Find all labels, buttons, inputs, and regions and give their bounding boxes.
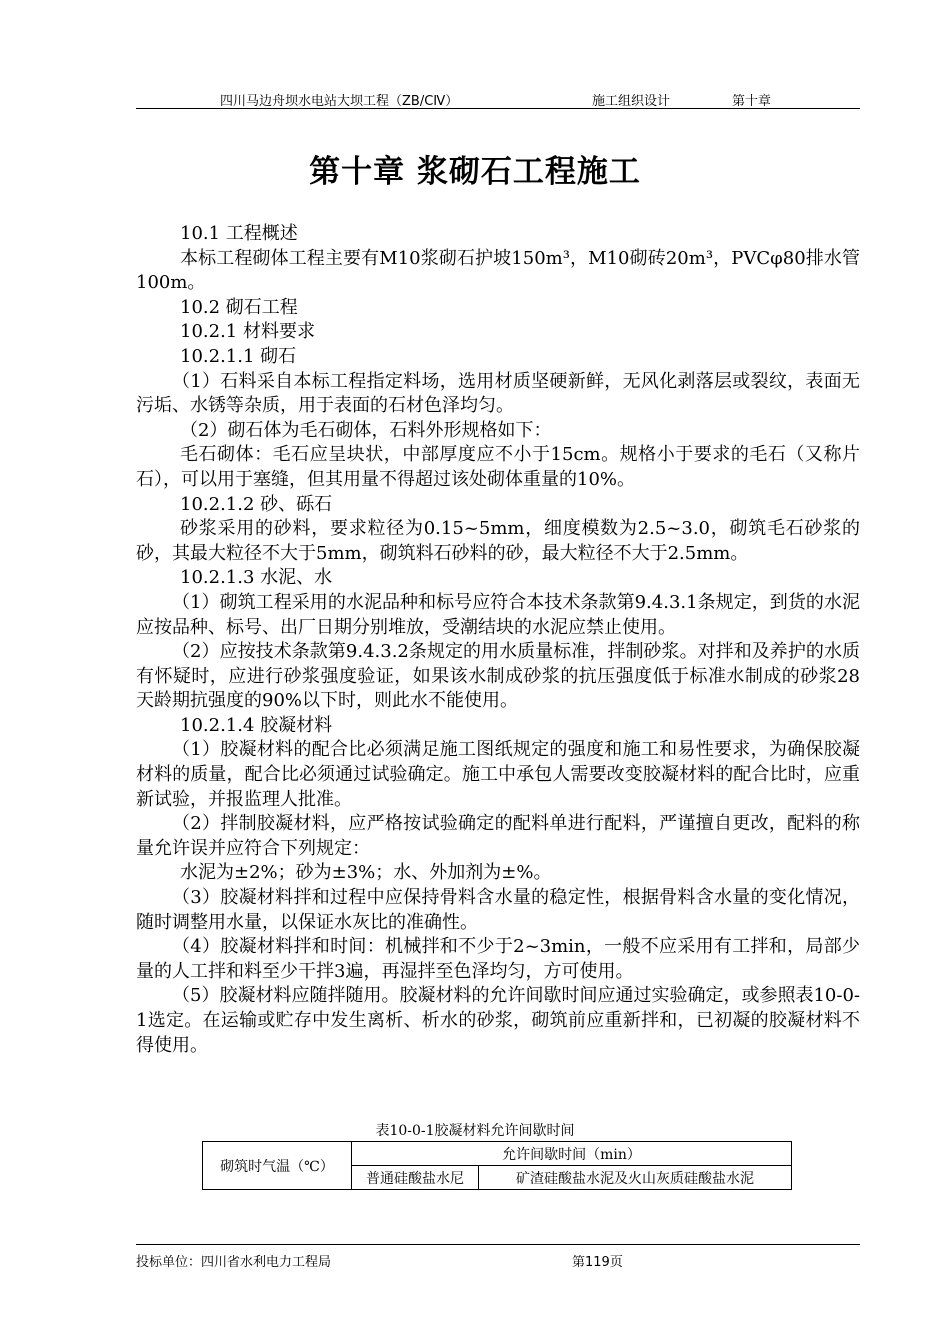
table-subheader-slag-cement: 矿渣硅酸盐水泥及火山灰质硅酸盐水泥 [479,1166,792,1190]
paragraph: （5）胶凝材料应随拌随用。胶凝材料的允许间歇时间应通过实验确定，或参照表10-0-1选定。在运输或贮存中发生离析、析水的砂浆，砌筑前应重新拌和，已初凝的胶凝材料不得使用。 [136,985,860,1056]
paragraph: （4）胶凝材料拌和时间：机械拌和不少于2~3min，一般不应采用有工拌和，局部少量的人工拌和料至少干拌3遍，再湿拌至色泽均匀，方可使用。 [136,936,860,982]
paragraph: （2）拌制胶凝材料，应严格按试验确定的配料单进行配料，严谨擅自更改，配料的称量允许误并应符合下列规定： [136,813,860,859]
paragraph: （2）砌石体为毛石砌体，石料外形规格如下： [180,419,552,441]
footer-bidder: 投标单位：四川省水利电力工程局 [136,1255,332,1270]
table-subheader-ordinary-cement: 普通硅酸盐水尼 [352,1166,479,1190]
table-caption: 表10-0-1胶凝材料允许间歇时间 [375,1123,575,1139]
header-project: 四川马边舟坝水电站大坝工程（ZB/CⅣ） [220,94,459,109]
page-footer [136,1244,860,1270]
section-heading: 10.1 工程概述 [180,223,298,244]
section-heading: 10.2.1.1 砌石 [180,345,297,367]
paragraph: 水泥为±2%；砂为±3%；水、外加剂为±%。 [180,862,552,884]
section-heading: 10.2.1 材料要求 [180,321,315,343]
paragraph: 毛石砌体：毛石应呈块状，中部厚度应不小于15cm。规格小于要求的毛石（又称片石），可以用于塞缝，但其用量不得超过该处砌体重量的10%。 [136,444,860,490]
table-header-interval: 允许间歇时间（min） [352,1142,792,1166]
paragraph: 本标工程砌体工程主要有M10浆砌石护坡150m³，M10砌砖20m³，PVCφ80排水管100m。 [136,247,860,294]
page-header [136,90,860,109]
header-chapter: 第十章 [732,94,772,109]
section-heading: 10.2 砌石工程 [180,296,298,318]
paragraph: （2）应按技术条款第9.4.3.2条规定的用水质量标准，拌制砂浆。对拌和及养护的水质有怀疑时，应进行砂浆强度验证，如果该水制成砂浆的抗压强度低于标准水制成的砂浆28天龄期抗强度的90%以下时，则此水不能使用。 [136,641,860,712]
header-doc-type: 施工组织设计 [592,94,671,109]
page-number: 第119页 [572,1255,623,1270]
section-heading: 10.2.1.3 水泥、水 [180,567,333,589]
chapter-title: 第十章 浆砌石工程施工 [309,154,641,190]
interval-table [202,1141,792,1190]
table-header-temperature: 砌筑时气温（℃） [203,1142,352,1190]
section-heading: 10.2.1.2 砂、砾石 [180,493,333,515]
document-body [136,222,860,1058]
paragraph: （1）砌筑工程采用的水泥品种和标号应符合本技术条款第9.4.3.1条规定，到货的水泥应按品种、标号、出厂日期分别堆放，受潮结块的水泥应禁止使用。 [136,591,860,638]
paragraph: （1）胶凝材料的配合比必须满足施工图纸规定的强度和施工和易性要求，为确保胶凝材料的质量，配合比必须通过试验确定。施工中承包人需要改变胶凝材料的配合比时，应重新试验，并报监理人批准。 [136,739,860,810]
paragraph: （3）胶凝材料拌和过程中应保持骨料含水量的稳定性，根据骨料含水量的变化情况，随时调整用水量，以保证水灰比的准确性。 [136,887,860,933]
paragraph: （1）石料采自本标工程指定料场，选用材质坚硬新鲜，无风化剥落层或裂纹，表面无污垢、水锈等杂质，用于表面的石材色泽均匀。 [136,370,860,417]
section-heading: 10.2.1.4 胶凝材料 [180,714,333,736]
paragraph: 砂浆采用的砂料，要求粒径为0.15~5mm，细度模数为2.5~3.0，砌筑毛石砂浆的砂，其最大粒径不大于5mm，砌筑料石砂料的砂，最大粒径不大于2.5mm。 [136,518,860,564]
